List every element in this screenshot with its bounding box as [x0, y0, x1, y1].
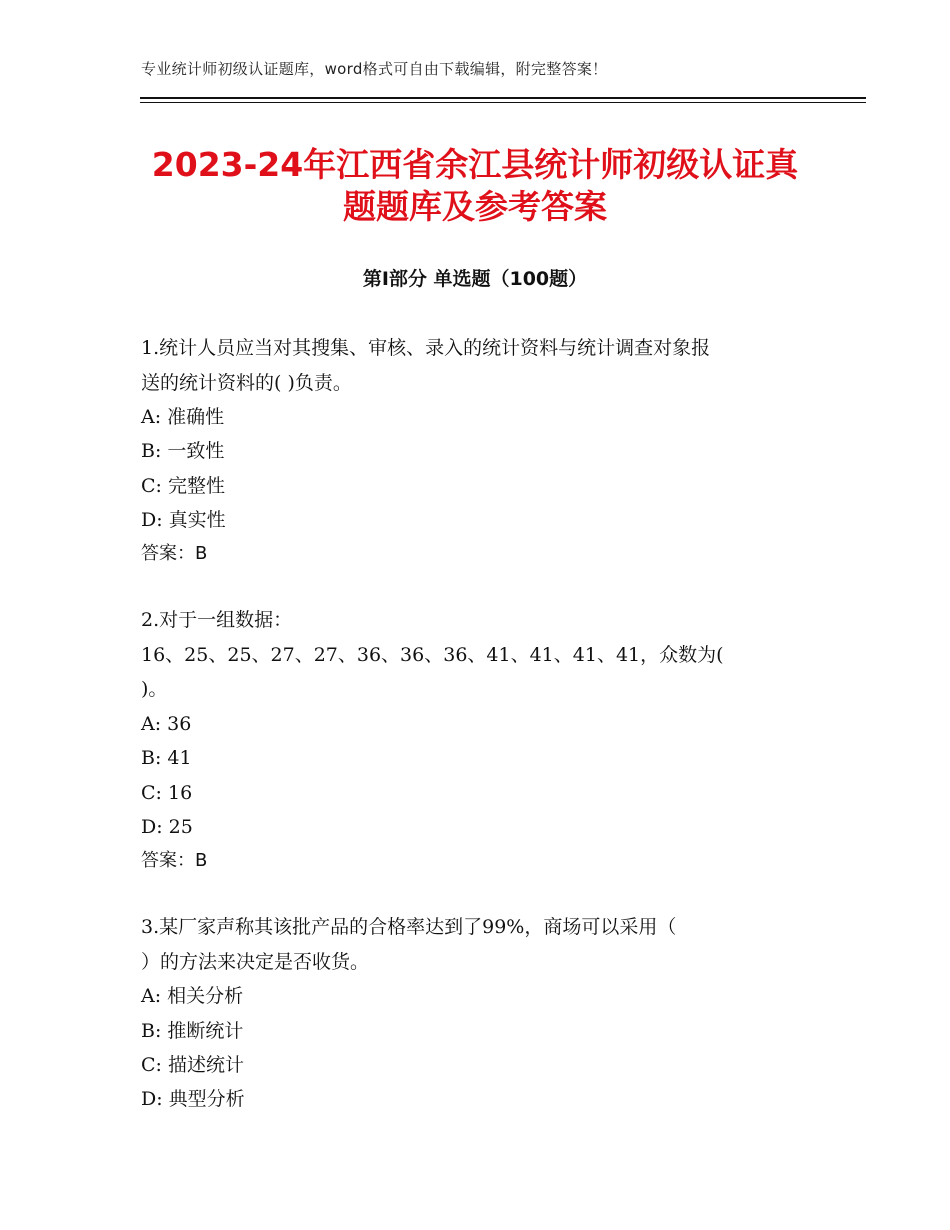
page-header-text: 专业统计师初级认证题库，word格式可自由下载编辑，附完整答案！ [141, 60, 608, 78]
question-stem-line: 3.某厂家声称其该批产品的合格率达到了99%，商场可以采用（ [141, 916, 677, 939]
option-a: A: 相关分析 [141, 985, 244, 1008]
question-1 [141, 331, 801, 571]
question-stem-line: 2.对于一组数据： [141, 609, 293, 632]
question-2 [141, 603, 801, 878]
header-divider-thin [140, 102, 866, 103]
option-c: C: 描述统计 [141, 1054, 244, 1077]
option-b: B: 41 [141, 747, 192, 770]
question-stem-line: )。 [141, 678, 168, 701]
question-list [141, 331, 801, 1149]
question-stem-line: 送的统计资料的( )负责。 [141, 371, 352, 394]
answer-line: 答案：B [141, 850, 208, 872]
question-stem-line: 1.统计人员应当对其搜集、审核、录入的统计资料与统计调查对象报 [141, 337, 711, 359]
option-d: D: 真实性 [141, 508, 226, 531]
question-stem-line: ）的方法来决定是否收货。 [141, 950, 370, 973]
answer-line: 答案：B [141, 543, 208, 565]
section-heading: 第Ⅰ部分 单选题（100题） [362, 268, 588, 290]
option-c: C: 16 [141, 781, 193, 804]
question-3 [141, 910, 801, 1116]
option-a: A: 36 [141, 712, 192, 735]
document-title: 2023-24年江西省余江县统计师初级认证真题题库及参考答案 [151, 145, 799, 226]
option-c: C: 完整性 [141, 474, 225, 497]
option-b: B: 推断统计 [141, 1019, 244, 1042]
option-d: D: 25 [141, 815, 193, 838]
question-stem-line: 16、25、25、27、27、36、36、36、41、41、41、41，众数为( [141, 643, 724, 666]
option-d: D: 典型分析 [141, 1088, 245, 1111]
header-divider-thick [140, 97, 866, 99]
option-a: A: 准确性 [141, 406, 225, 428]
option-b: B: 一致性 [141, 440, 225, 463]
